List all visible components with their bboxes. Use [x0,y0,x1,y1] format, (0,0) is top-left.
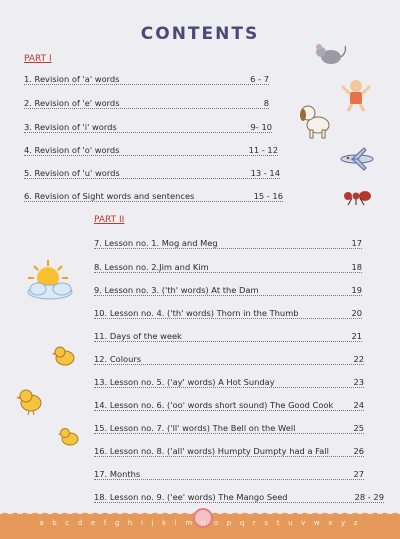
toc-entry[interactable] [24,191,283,202]
toc-entry-label: 15. Lesson no. 7. ('ll' words) The Bell on the Well [94,423,296,433]
toc-entry[interactable] [94,354,364,365]
toc-entry-label: 16. Lesson no. 8. ('all' words) Humpty Dumpty had a Fall [94,446,329,456]
toc-entry-pages: 17 [351,238,362,248]
toc-entry-pages: 8 [263,98,269,108]
toc-entry-label: 8. Lesson no. 2.Jim and Kim [94,262,209,272]
toc-entry-label: 17. Months [94,469,141,479]
toc-entry-pages: 11 - 12 [248,145,278,155]
toc-entry-label: 11. Days of the week [94,331,182,341]
bird-illustration [52,344,78,368]
toc-entry-label: 4. Revision of 'o' words [24,145,120,155]
toc-entry-pages: 23 [353,377,364,387]
toc-entry-label: 1. Revision of 'a' words [24,74,120,84]
toc-entry[interactable] [94,377,364,388]
bird-illustration [16,386,46,416]
airplane-illustration [336,146,378,172]
toc-entry-label: 6. Revision of Sight words and sentences [24,191,195,201]
toc-entry-pages: 20 [351,308,362,318]
toc-entry-label: 14. Lesson no. 6. ('oo' words short sound) The Good Cook [94,400,334,410]
toc-entry[interactable] [94,400,364,411]
toc-entry[interactable] [94,492,384,503]
toc-entry[interactable] [24,168,280,179]
toc-entry-pages: 22 [353,354,364,364]
toc-entry-label: 2. Revision of 'e' words [24,98,120,108]
sun-cloud-illustration [24,258,78,304]
part-one-heading: PART I [24,54,52,64]
toc-entry-label: 3. Revision of 'i' words [24,122,117,132]
toc-entry[interactable] [94,423,364,434]
bird-illustration [58,426,82,448]
toc-entry[interactable] [24,122,272,133]
toc-entry[interactable] [24,145,278,156]
toc-entry[interactable] [94,446,364,457]
toc-entry[interactable] [94,331,362,342]
toc-entry-pages: 27 [353,469,364,479]
toc-entry[interactable] [94,308,362,319]
toc-entry[interactable] [24,74,269,85]
toc-entry-label: 10. Lesson no. 4. ('th' words) Thorn in the Thumb [94,308,299,318]
toc-entry-pages: 26 [353,446,364,456]
toc-entry-label: 9. Lesson no. 3. ('th' words) At the Dam [94,285,259,295]
toc-entry-pages: 28 - 29 [354,492,384,502]
toc-entry-pages: 6 - 7 [250,74,269,84]
doll-illustration [340,78,372,112]
toc-entry-pages: 19 [351,285,362,295]
toc-entry-pages: 25 [353,423,364,433]
toc-entry-pages: 9- 10 [250,122,272,132]
dog-illustration [298,103,336,139]
toc-entry[interactable] [94,469,364,480]
toc-entry-pages: 15 - 16 [253,191,283,201]
part-two-heading: PART II [94,215,125,225]
toc-entry-label: 5. Revision of 'u' words [24,168,120,178]
toc-entry[interactable] [94,285,362,296]
toc-entry-label: 18. Lesson no. 9. ('ee' words) The Mango Seed [94,492,288,502]
page-title: CONTENTS [140,24,260,44]
toc-entry-label: 7. Lesson no. 1. Mog and Meg [94,238,218,248]
footer-alphabet: a b c d e f g h i j k l m n o p q r s t u v w x y z [39,519,361,527]
toc-entry-pages: 18 [351,262,362,272]
toc-entry-label: 12. Colours [94,354,142,364]
toc-entry[interactable] [94,262,362,273]
mouse-illustration [313,42,347,68]
toc-entry-pages: 13 - 14 [250,168,280,178]
toc-entry[interactable] [94,238,362,249]
toc-entry-pages: 21 [351,331,362,341]
ant-illustration [340,186,374,206]
toc-entry-pages: 24 [353,400,364,410]
toc-entry-label: 13. Lesson no. 5. ('ay' words) A Hot Sunday [94,377,275,387]
toc-entry[interactable] [24,98,269,109]
